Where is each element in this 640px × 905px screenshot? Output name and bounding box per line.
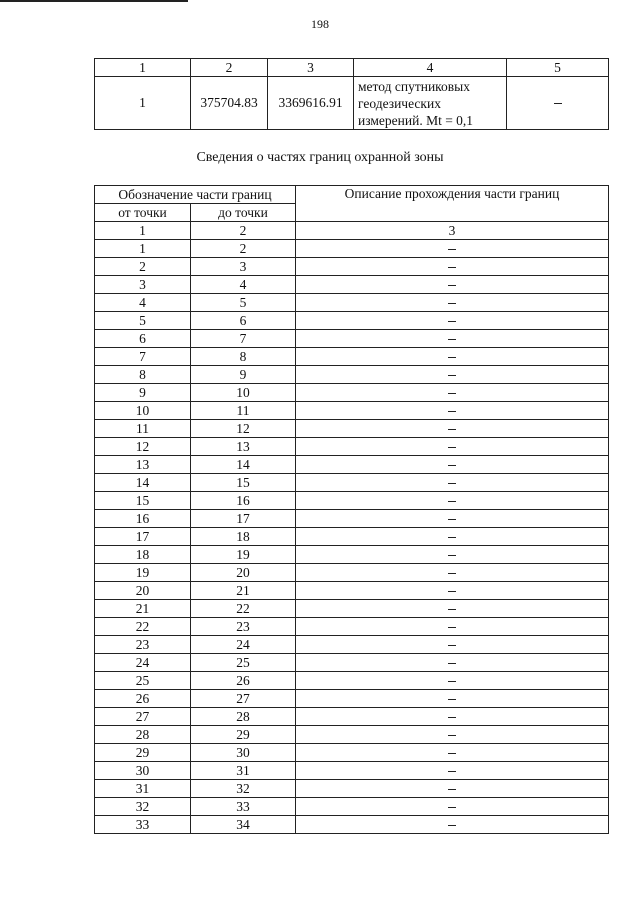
description-cell [296,564,609,582]
dash-mark [448,717,456,718]
table-row [95,744,609,762]
header-description-cell: Описание прохождения части границ [296,186,609,222]
dash-mark [448,447,456,448]
table-row [95,654,609,672]
table-row [95,618,609,636]
to-point-cell: 12 [191,420,296,438]
to-point-cell: 8 [191,348,296,366]
table-row [95,510,609,528]
table-row [95,564,609,582]
from-point-cell: 4 [95,294,191,312]
description-cell [296,636,609,654]
table-row [95,312,609,330]
header-to-cell: до точки [191,204,296,222]
description-cell [296,600,609,618]
from-point-cell: 30 [95,762,191,780]
index-cell: 3 [296,222,609,240]
dash-mark [448,483,456,484]
table-row [95,438,609,456]
description-cell [296,672,609,690]
from-point-cell: 22 [95,618,191,636]
to-point-cell: 13 [191,438,296,456]
from-point-cell: 20 [95,582,191,600]
dash-mark [448,501,456,502]
to-point-cell: 24 [191,636,296,654]
to-point-cell: 14 [191,456,296,474]
from-point-cell: 18 [95,546,191,564]
dash-mark [448,267,456,268]
boundary-parts-table [94,185,609,834]
table-row [95,77,609,130]
to-point-cell: 26 [191,672,296,690]
table-row [95,690,609,708]
table-header-row [95,186,609,204]
dash-mark [448,357,456,358]
dash-mark [448,249,456,250]
dash-mark [448,789,456,790]
dash-mark [448,429,456,430]
from-point-cell: 5 [95,312,191,330]
table-row [95,294,609,312]
from-point-cell: 15 [95,492,191,510]
to-point-cell: 7 [191,330,296,348]
to-point-cell: 23 [191,618,296,636]
to-point-cell: 25 [191,654,296,672]
from-point-cell: 29 [95,744,191,762]
dash-mark [448,681,456,682]
col5-value [507,77,609,130]
table-row [95,492,609,510]
top-rule [0,0,188,2]
dash-mark [448,285,456,286]
from-point-cell: 19 [95,564,191,582]
dash-mark [554,103,562,104]
to-point-cell: 31 [191,762,296,780]
dash-mark [448,645,456,646]
header-cell: 5 [507,59,609,77]
to-point-cell: 10 [191,384,296,402]
table-row [95,600,609,618]
description-cell [296,402,609,420]
dash-mark [448,807,456,808]
point-number: 1 [95,77,191,130]
table-row [95,636,609,654]
description-cell [296,654,609,672]
coordinate-x: 375704.83 [191,77,268,130]
table-row [95,402,609,420]
dash-mark [448,555,456,556]
description-cell [296,762,609,780]
from-point-cell: 14 [95,474,191,492]
index-cell: 2 [191,222,296,240]
table-row [95,384,609,402]
dash-mark [448,303,456,304]
dash-mark [448,465,456,466]
from-point-cell: 33 [95,816,191,834]
description-cell [296,456,609,474]
to-point-cell: 32 [191,780,296,798]
to-point-cell: 22 [191,600,296,618]
dash-mark [448,537,456,538]
table-row [95,780,609,798]
from-point-cell: 8 [95,366,191,384]
to-point-cell: 33 [191,798,296,816]
table-row [95,582,609,600]
dash-mark [448,375,456,376]
table-row [95,474,609,492]
description-cell [296,708,609,726]
from-point-cell: 7 [95,348,191,366]
header-cell: 4 [354,59,507,77]
to-point-cell: 18 [191,528,296,546]
to-point-cell: 29 [191,726,296,744]
description-cell [296,438,609,456]
description-cell [296,546,609,564]
dash-mark [448,735,456,736]
page-number: 198 [311,17,329,31]
from-point-cell: 10 [95,402,191,420]
description-cell [296,816,609,834]
description-cell [296,276,609,294]
dash-mark [448,609,456,610]
description-cell [296,366,609,384]
dash-mark [448,519,456,520]
from-point-cell: 12 [95,438,191,456]
to-point-cell: 5 [191,294,296,312]
dash-mark [448,573,456,574]
table-row [95,762,609,780]
dash-mark [448,627,456,628]
description-cell [296,330,609,348]
from-point-cell: 16 [95,510,191,528]
from-point-cell: 25 [95,672,191,690]
dash-mark [448,393,456,394]
description-cell [296,492,609,510]
table-row [95,240,609,258]
from-point-cell: 31 [95,780,191,798]
to-point-cell: 20 [191,564,296,582]
description-cell [296,726,609,744]
dash-mark [448,411,456,412]
table-row [95,798,609,816]
to-point-cell: 15 [191,474,296,492]
to-point-cell: 2 [191,240,296,258]
description-cell [296,420,609,438]
dash-mark [448,321,456,322]
dash-mark [448,753,456,754]
description-cell [296,258,609,276]
dash-mark [448,699,456,700]
to-point-cell: 11 [191,402,296,420]
dash-mark [448,771,456,772]
description-cell [296,690,609,708]
coordinate-y: 3369616.91 [268,77,354,130]
description-cell [296,312,609,330]
table-row [95,258,609,276]
from-point-cell: 21 [95,600,191,618]
from-point-cell: 23 [95,636,191,654]
description-cell [296,240,609,258]
to-point-cell: 34 [191,816,296,834]
description-cell [296,294,609,312]
to-point-cell: 4 [191,276,296,294]
description-cell [296,582,609,600]
table-row [95,420,609,438]
to-point-cell: 19 [191,546,296,564]
from-point-cell: 6 [95,330,191,348]
from-point-cell: 24 [95,654,191,672]
to-point-cell: 28 [191,708,296,726]
table-row [95,672,609,690]
method-line: метод спутниковых [358,78,470,94]
from-point-cell: 2 [95,258,191,276]
description-cell [296,384,609,402]
table-row [95,816,609,834]
table-row [95,456,609,474]
description-cell [296,348,609,366]
from-point-cell: 13 [95,456,191,474]
header-group-cell: Обозначение части границ [95,186,296,204]
method-line: геодезических [358,95,441,111]
to-point-cell: 9 [191,366,296,384]
to-point-cell: 21 [191,582,296,600]
from-point-cell: 17 [95,528,191,546]
to-point-cell: 27 [191,690,296,708]
from-point-cell: 27 [95,708,191,726]
table-row [95,330,609,348]
table-header-row [95,59,609,77]
table-row [95,726,609,744]
section-caption: Сведения о частях границ охранной зоны [196,150,444,165]
from-point-cell: 26 [95,690,191,708]
to-point-cell: 30 [191,744,296,762]
description-cell [296,618,609,636]
header-cell: 3 [268,59,354,77]
table-row [95,276,609,294]
description-cell [296,528,609,546]
to-point-cell: 6 [191,312,296,330]
table-index-row [95,222,609,240]
dash-mark [448,663,456,664]
dash-mark [448,339,456,340]
description-cell [296,474,609,492]
description-cell [296,510,609,528]
to-point-cell: 17 [191,510,296,528]
table-row [95,348,609,366]
header-cell: 1 [95,59,191,77]
index-cell: 1 [95,222,191,240]
table-row [95,546,609,564]
method-line: измерений. Mt = 0,1 [358,112,474,128]
table-row [95,708,609,726]
header-from-cell: от точки [95,204,191,222]
description-cell [296,798,609,816]
from-point-cell: 9 [95,384,191,402]
to-point-cell: 16 [191,492,296,510]
from-point-cell: 11 [95,420,191,438]
from-point-cell: 32 [95,798,191,816]
to-point-cell: 3 [191,258,296,276]
coordinates-table [94,58,609,130]
description-cell [296,744,609,762]
from-point-cell: 28 [95,726,191,744]
method-description [354,77,507,130]
table-row [95,366,609,384]
description-cell [296,780,609,798]
header-cell: 2 [191,59,268,77]
dash-mark [448,825,456,826]
from-point-cell: 1 [95,240,191,258]
dash-mark [448,591,456,592]
from-point-cell: 3 [95,276,191,294]
table-row [95,528,609,546]
